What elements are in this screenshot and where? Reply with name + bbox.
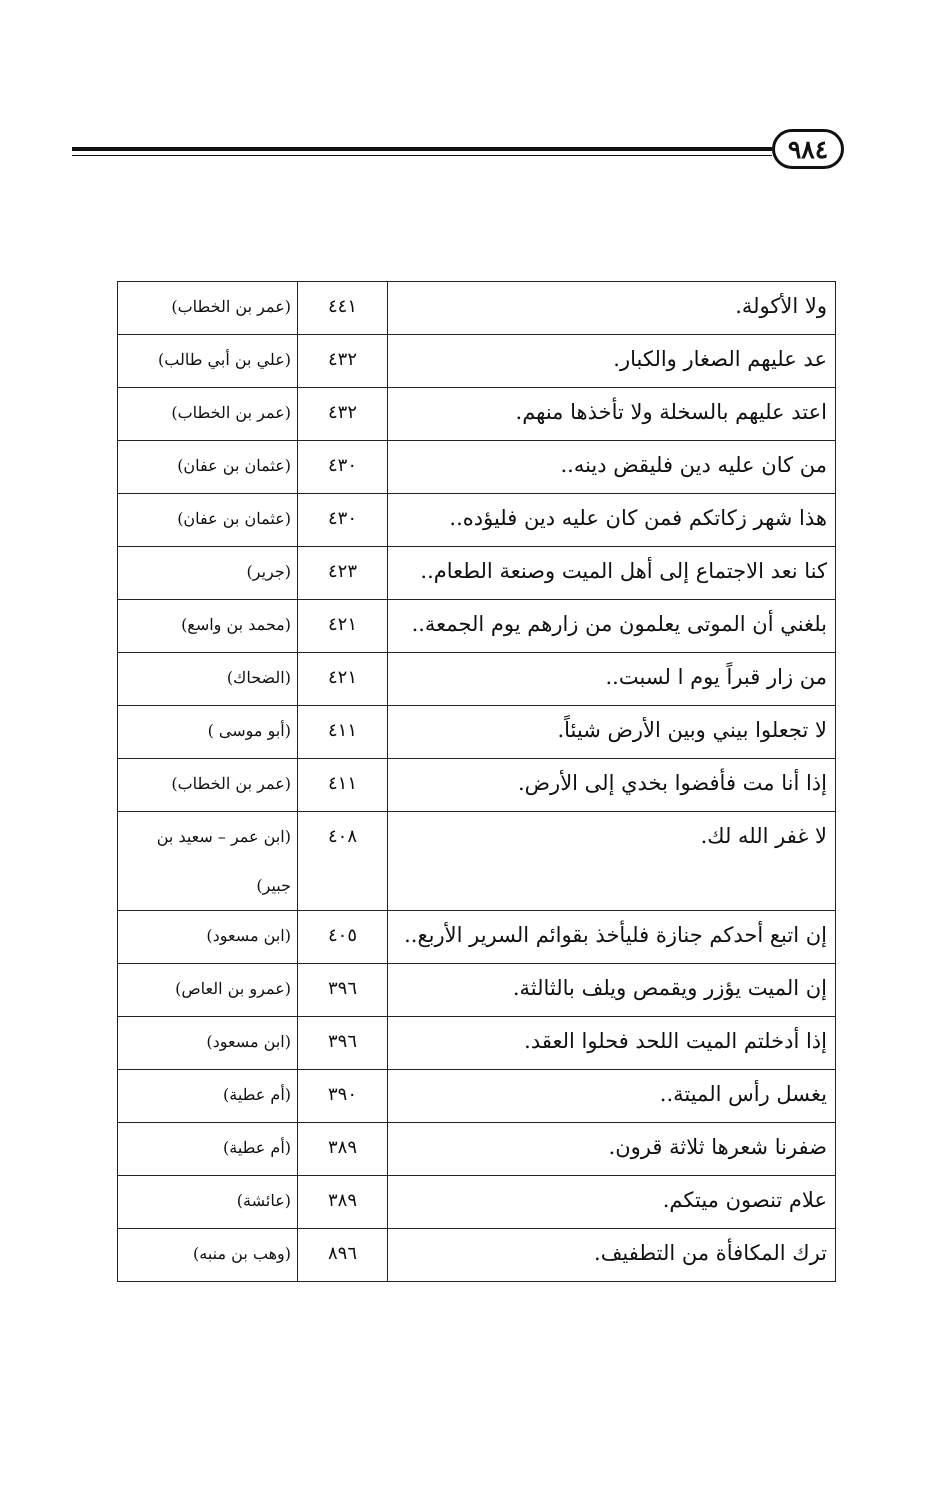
page-reference: ٤٤١ (298, 282, 388, 335)
page-reference: ٤٣٢ (298, 335, 388, 388)
page-reference: ٣٩٦ (298, 964, 388, 1017)
page-reference: ٤١١ (298, 759, 388, 812)
table-row (118, 1229, 836, 1282)
athar-text: هذا شهر زكاتكم فمن كان عليه دين فليؤده.. (388, 494, 836, 547)
header-rule-thin (72, 155, 772, 156)
table-row (118, 706, 836, 759)
table-row (118, 1176, 836, 1229)
table-row (118, 1017, 836, 1070)
narrator: (وهب بن منبه) (118, 1229, 298, 1282)
table-row (118, 600, 836, 653)
page-reference: ٤٣٠ (298, 441, 388, 494)
table-row (118, 1123, 836, 1176)
athar-text: لا تجعلوا بيني وبين الأرض شيئاً. (388, 706, 836, 759)
table-row (118, 441, 836, 494)
narrator: (عمر بن الخطاب) (118, 388, 298, 441)
narrator: (عمرو بن العاص) (118, 964, 298, 1017)
narrator: (عمر بن الخطاب) (118, 282, 298, 335)
index-table (117, 281, 836, 1282)
narrator: (أم عطية) (118, 1070, 298, 1123)
page-reference: ٤٢٣ (298, 547, 388, 600)
athar-text: إذا أدخلتم الميت اللحد فحلوا العقد. (388, 1017, 836, 1070)
narrator: (ابن مسعود) (118, 911, 298, 964)
narrator: (ابن مسعود) (118, 1017, 298, 1070)
athar-text: بلغني أن الموتى يعلمون من زارهم يوم الجمعة.. (388, 600, 836, 653)
narrator: (عائشة) (118, 1176, 298, 1229)
narrator: (الضحاك) (118, 653, 298, 706)
page-reference: ٤٢١ (298, 653, 388, 706)
athar-text: يغسل رأس الميتة.. (388, 1070, 836, 1123)
athar-text: اعتد عليهم بالسخلة ولا تأخذها منهم. (388, 388, 836, 441)
athar-text: عد عليهم الصغار والكبار. (388, 335, 836, 388)
narrator: (عمر بن الخطاب) (118, 759, 298, 812)
table-row (118, 335, 836, 388)
narrator: (محمد بن واسع) (118, 600, 298, 653)
table-row (118, 282, 836, 335)
athar-text: لا غفر الله لك. (388, 812, 836, 911)
page-reference: ٨٩٦ (298, 1229, 388, 1282)
athar-text: من زار قبراً يوم ا لسبت.. (388, 653, 836, 706)
athar-text: كنا نعد الاجتماع إلى أهل الميت وصنعة الطعام.. (388, 547, 836, 600)
index-table-wrapper (117, 281, 836, 1282)
index-table-body (118, 282, 836, 1282)
page-reference: ٤٢١ (298, 600, 388, 653)
athar-text: إذا أنا مت فأفضوا بخدي إلى الأرض. (388, 759, 836, 812)
page-reference: ٤١١ (298, 706, 388, 759)
table-row (118, 759, 836, 812)
page-reference: ٤٠٥ (298, 911, 388, 964)
page-reference: ٣٨٩ (298, 1123, 388, 1176)
page-number: ٩٨٤ (772, 129, 844, 169)
table-row (118, 494, 836, 547)
athar-text: ضفرنا شعرها ثلاثة قرون. (388, 1123, 836, 1176)
narrator: (علي بن أبي طالب) (118, 335, 298, 388)
table-row (118, 653, 836, 706)
narrator: (جرير) (118, 547, 298, 600)
table-row (118, 547, 836, 600)
athar-text: علام تنصون ميتكم. (388, 1176, 836, 1229)
narrator: (عثمان بن عفان) (118, 441, 298, 494)
athar-text: ترك المكافأة من التطفيف. (388, 1229, 836, 1282)
table-row (118, 388, 836, 441)
narrator: (أم عطية) (118, 1123, 298, 1176)
header-rule-thick (72, 147, 772, 151)
page-reference: ٤٣٠ (298, 494, 388, 547)
athar-text: ولا الأكولة. (388, 282, 836, 335)
table-row (118, 1070, 836, 1123)
table-row (118, 964, 836, 1017)
narrator: (ابن عمر – سعيد بن جبير) (118, 812, 298, 911)
narrator: (عثمان بن عفان) (118, 494, 298, 547)
table-row (118, 911, 836, 964)
page-header (72, 128, 852, 178)
athar-text: من كان عليه دين فليقض دينه.. (388, 441, 836, 494)
page-reference: ٣٩٦ (298, 1017, 388, 1070)
page-reference: ٤٠٨ (298, 812, 388, 911)
page-reference: ٣٨٩ (298, 1176, 388, 1229)
table-row (118, 812, 836, 911)
page-reference: ٤٣٢ (298, 388, 388, 441)
athar-text: إن اتبع أحدكم جنازة فليأخذ بقوائم السرير الأربع.. (388, 911, 836, 964)
narrator: (أبو موسى ) (118, 706, 298, 759)
athar-text: إن الميت يؤزر ويقمص ويلف بالثالثة. (388, 964, 836, 1017)
page-reference: ٣٩٠ (298, 1070, 388, 1123)
